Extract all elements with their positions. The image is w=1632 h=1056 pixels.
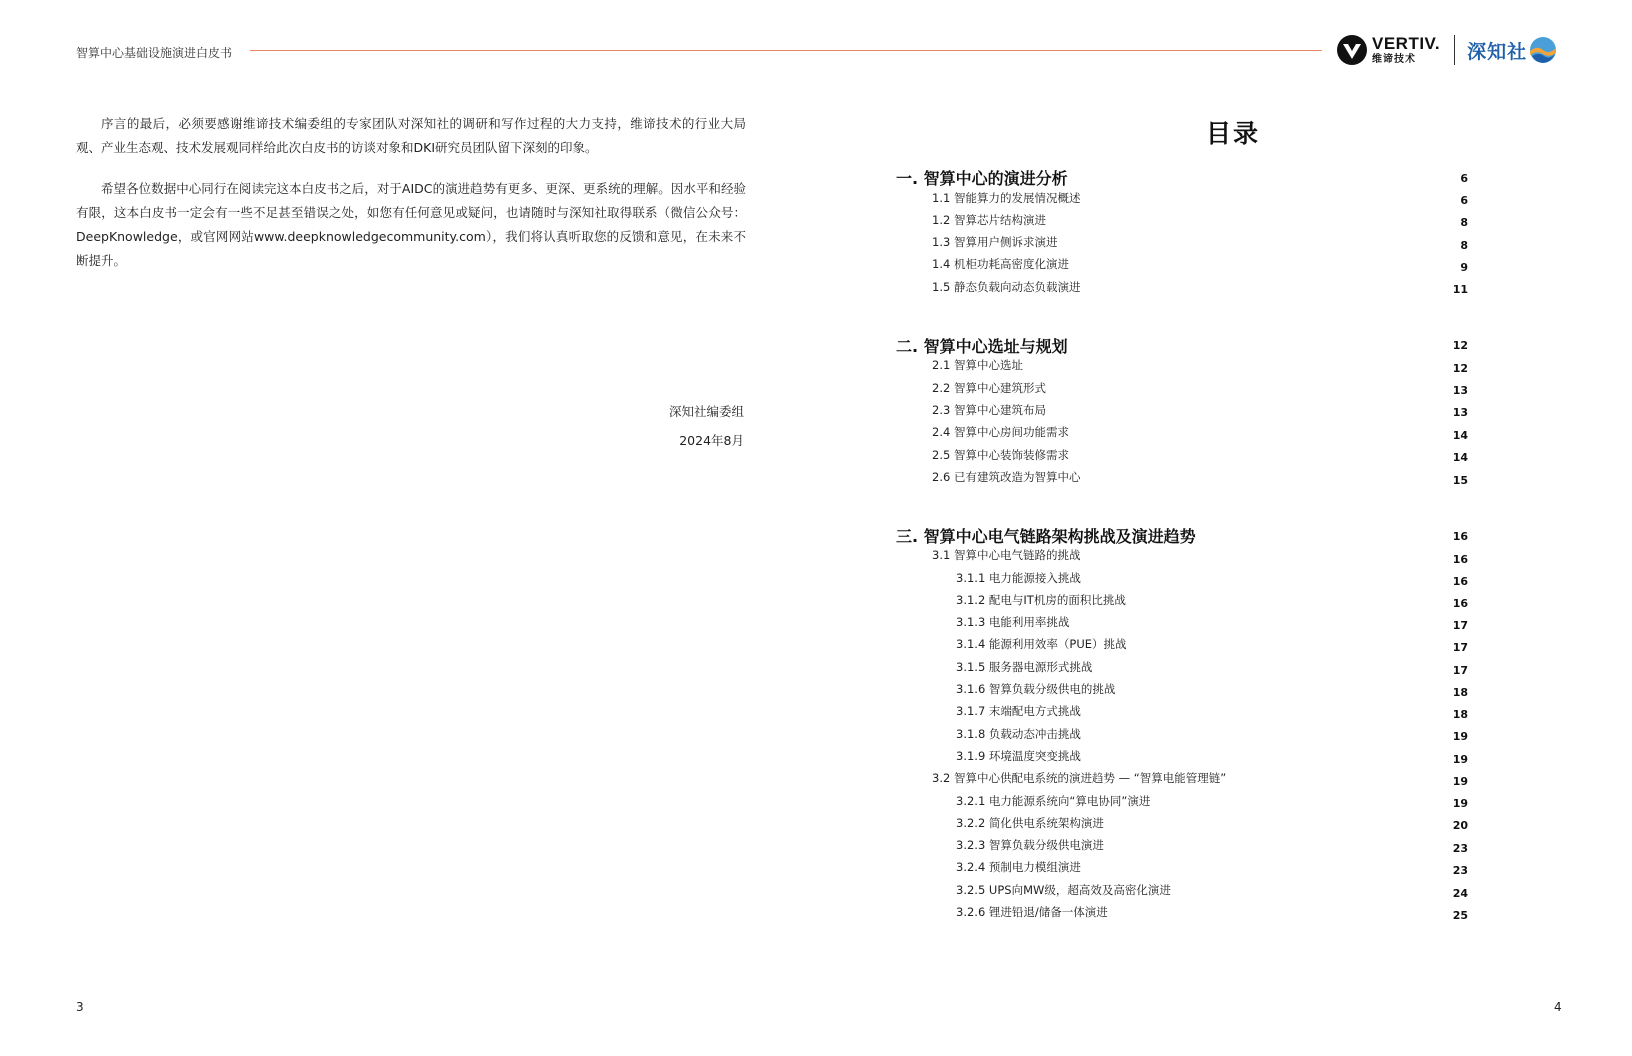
toc-section[interactable]: 3.2.6 锂进铅退/储备一体演进: [956, 905, 1108, 919]
toc-page-number: 19: [1452, 797, 1468, 810]
toc-page-number: 15: [1452, 474, 1468, 487]
toc-section[interactable]: 3.1.5 服务器电源形式挑战: [956, 660, 1093, 674]
toc-section[interactable]: 2.4 智算中心房间功能需求: [932, 425, 1069, 439]
toc-page-number: 6: [1460, 194, 1468, 207]
toc-page-number: 14: [1452, 429, 1468, 442]
toc-section[interactable]: 2.5 智算中心装饰装修需求: [932, 448, 1069, 462]
toc-page-number: 18: [1452, 686, 1468, 699]
toc-page-number: 16: [1452, 553, 1468, 566]
toc-section[interactable]: 3.1.1 电力能源接入挑战: [956, 571, 1081, 585]
toc-page-number: 18: [1452, 708, 1468, 721]
toc-section[interactable]: 3.1 智算中心电气链路的挑战: [932, 548, 1081, 562]
toc-page-number: 17: [1452, 619, 1468, 632]
toc-page-number: 24: [1452, 887, 1468, 900]
toc-page-number: 23: [1452, 842, 1468, 855]
logo-separator: [1454, 35, 1455, 65]
toc-section[interactable]: 3.2.4 预制电力模组演进: [956, 860, 1081, 874]
toc-section[interactable]: 3.1.9 环境温度突变挑战: [956, 749, 1081, 763]
toc-page-number: 17: [1452, 641, 1468, 654]
toc-section[interactable]: 1.3 智算用户侧诉求演进: [932, 235, 1058, 249]
toc-page-number: 19: [1452, 730, 1468, 743]
page-number-right: 4: [1554, 1000, 1562, 1014]
toc-chapter[interactable]: 一. 智算中心的演进分析: [896, 169, 1068, 188]
toc-page-number: 19: [1452, 753, 1468, 766]
toc-page-number: 23: [1452, 864, 1468, 877]
toc-page-number: 16: [1452, 597, 1468, 610]
vertiv-logo-text: VERTIV.: [1372, 34, 1441, 53]
toc-section[interactable]: 3.1.3 电能利用率挑战: [956, 615, 1070, 629]
toc-title: 目录: [1206, 119, 1261, 148]
toc-section[interactable]: 3.1.4 能源利用效率（PUE）挑战: [956, 637, 1127, 651]
vertiv-logo-cn: 维谛技术: [1372, 54, 1416, 65]
toc-chapter[interactable]: 二. 智算中心选址与规划: [896, 337, 1068, 356]
document-title: 智算中心基础设施演进白皮书: [76, 46, 233, 60]
vertiv-logo-icon: [1336, 34, 1368, 66]
toc-section[interactable]: 3.1.8 负载动态冲击挑战: [956, 727, 1081, 741]
toc-section[interactable]: 3.1.7 末端配电方式挑战: [956, 704, 1081, 718]
toc-section[interactable]: 1.5 静态负载向动态负载演进: [932, 280, 1081, 294]
toc-page-number: 16: [1452, 530, 1468, 543]
toc-page-number: 13: [1452, 406, 1468, 419]
toc-section[interactable]: 3.2.2 简化供电系统架构演进: [956, 816, 1104, 830]
preface-paragraph: 序言的最后，必须要感谢维谛技术编委组的专家团队对深知社的调研和写作过程的大力支持，维谛技术的行业大局观、产业生态观、技术发展观同样给此次白皮书的访谈对象和DKI研究员团队留下深刻的印象。: [76, 116, 746, 155]
toc-section[interactable]: 3.2.5 UPS向MW级，超高效及高密化演进: [956, 883, 1171, 897]
toc-section[interactable]: 3.2.3 智算负载分级供电演进: [956, 838, 1104, 852]
toc-page-number: 19: [1452, 775, 1468, 788]
toc-page-number: 8: [1460, 239, 1468, 252]
toc-page-number: 6: [1460, 172, 1468, 185]
toc-section[interactable]: 3.1.2 配电与IT机房的面积比挑战: [956, 593, 1126, 607]
toc-section[interactable]: 2.2 智算中心建筑形式: [932, 381, 1046, 395]
szs-logo-text: 深知社: [1467, 40, 1528, 63]
toc-section[interactable]: 3.2.1 电力能源系统向“算电协同”演进: [956, 794, 1151, 808]
signature-date: 2024年8月: [679, 433, 744, 448]
toc-page-number: 8: [1460, 216, 1468, 229]
preface-paragraph: 希望各位数据中心同行在阅读完这本白皮书之后，对于AIDC的演进趋势有更多、更深、更系统的理解。因水平和经验有限，这本白皮书一定会有一些不足甚至错误之处，如您有任何意见或疑问，也请随时与深知社取得联系（微信公众号：DeepKnowledge，或官网网站www.deepknowledgecommunity.com），我们将认真听取您的反馈和意见，在未来不断提升。: [76, 181, 746, 268]
toc-section[interactable]: 1.1 智能算力的发展情况概述: [932, 191, 1081, 205]
toc-page-number: 12: [1452, 339, 1468, 352]
toc-page-number: 13: [1452, 384, 1468, 397]
toc-page-number: 11: [1452, 283, 1468, 296]
toc-section[interactable]: 1.2 智算芯片结构演进: [932, 213, 1046, 227]
toc-page-number: 12: [1452, 362, 1468, 375]
header-rule: [250, 50, 1322, 51]
toc-page-number: 20: [1452, 819, 1468, 832]
toc-section[interactable]: 2.1 智算中心选址: [932, 358, 1023, 372]
toc-chapter[interactable]: 三. 智算中心电气链路架构挑战及演进趋势: [896, 527, 1196, 546]
toc-section[interactable]: 1.4 机柜功耗高密度化演进: [932, 257, 1069, 271]
toc-page-number: 16: [1452, 575, 1468, 588]
szs-globe-icon: [1529, 36, 1557, 64]
toc-section[interactable]: 3.2 智算中心供配电系统的演进趋势 — “智算电能管理链”: [932, 771, 1227, 785]
left-page-body: [76, 112, 746, 273]
toc-page-number: 17: [1452, 664, 1468, 677]
toc-section[interactable]: 2.3 智算中心建筑布局: [932, 403, 1046, 417]
toc-page-number: 9: [1460, 261, 1468, 274]
header-logos: [1336, 32, 1568, 68]
toc-section[interactable]: 2.6 已有建筑改造为智算中心: [932, 470, 1081, 484]
toc-page-number: 14: [1452, 451, 1468, 464]
signature-org: 深知社编委组: [668, 404, 744, 419]
toc-section[interactable]: 3.1.6 智算负载分级供电的挑战: [956, 682, 1116, 696]
page-number-left: 3: [76, 1000, 84, 1014]
toc-page-number: 25: [1452, 909, 1468, 922]
